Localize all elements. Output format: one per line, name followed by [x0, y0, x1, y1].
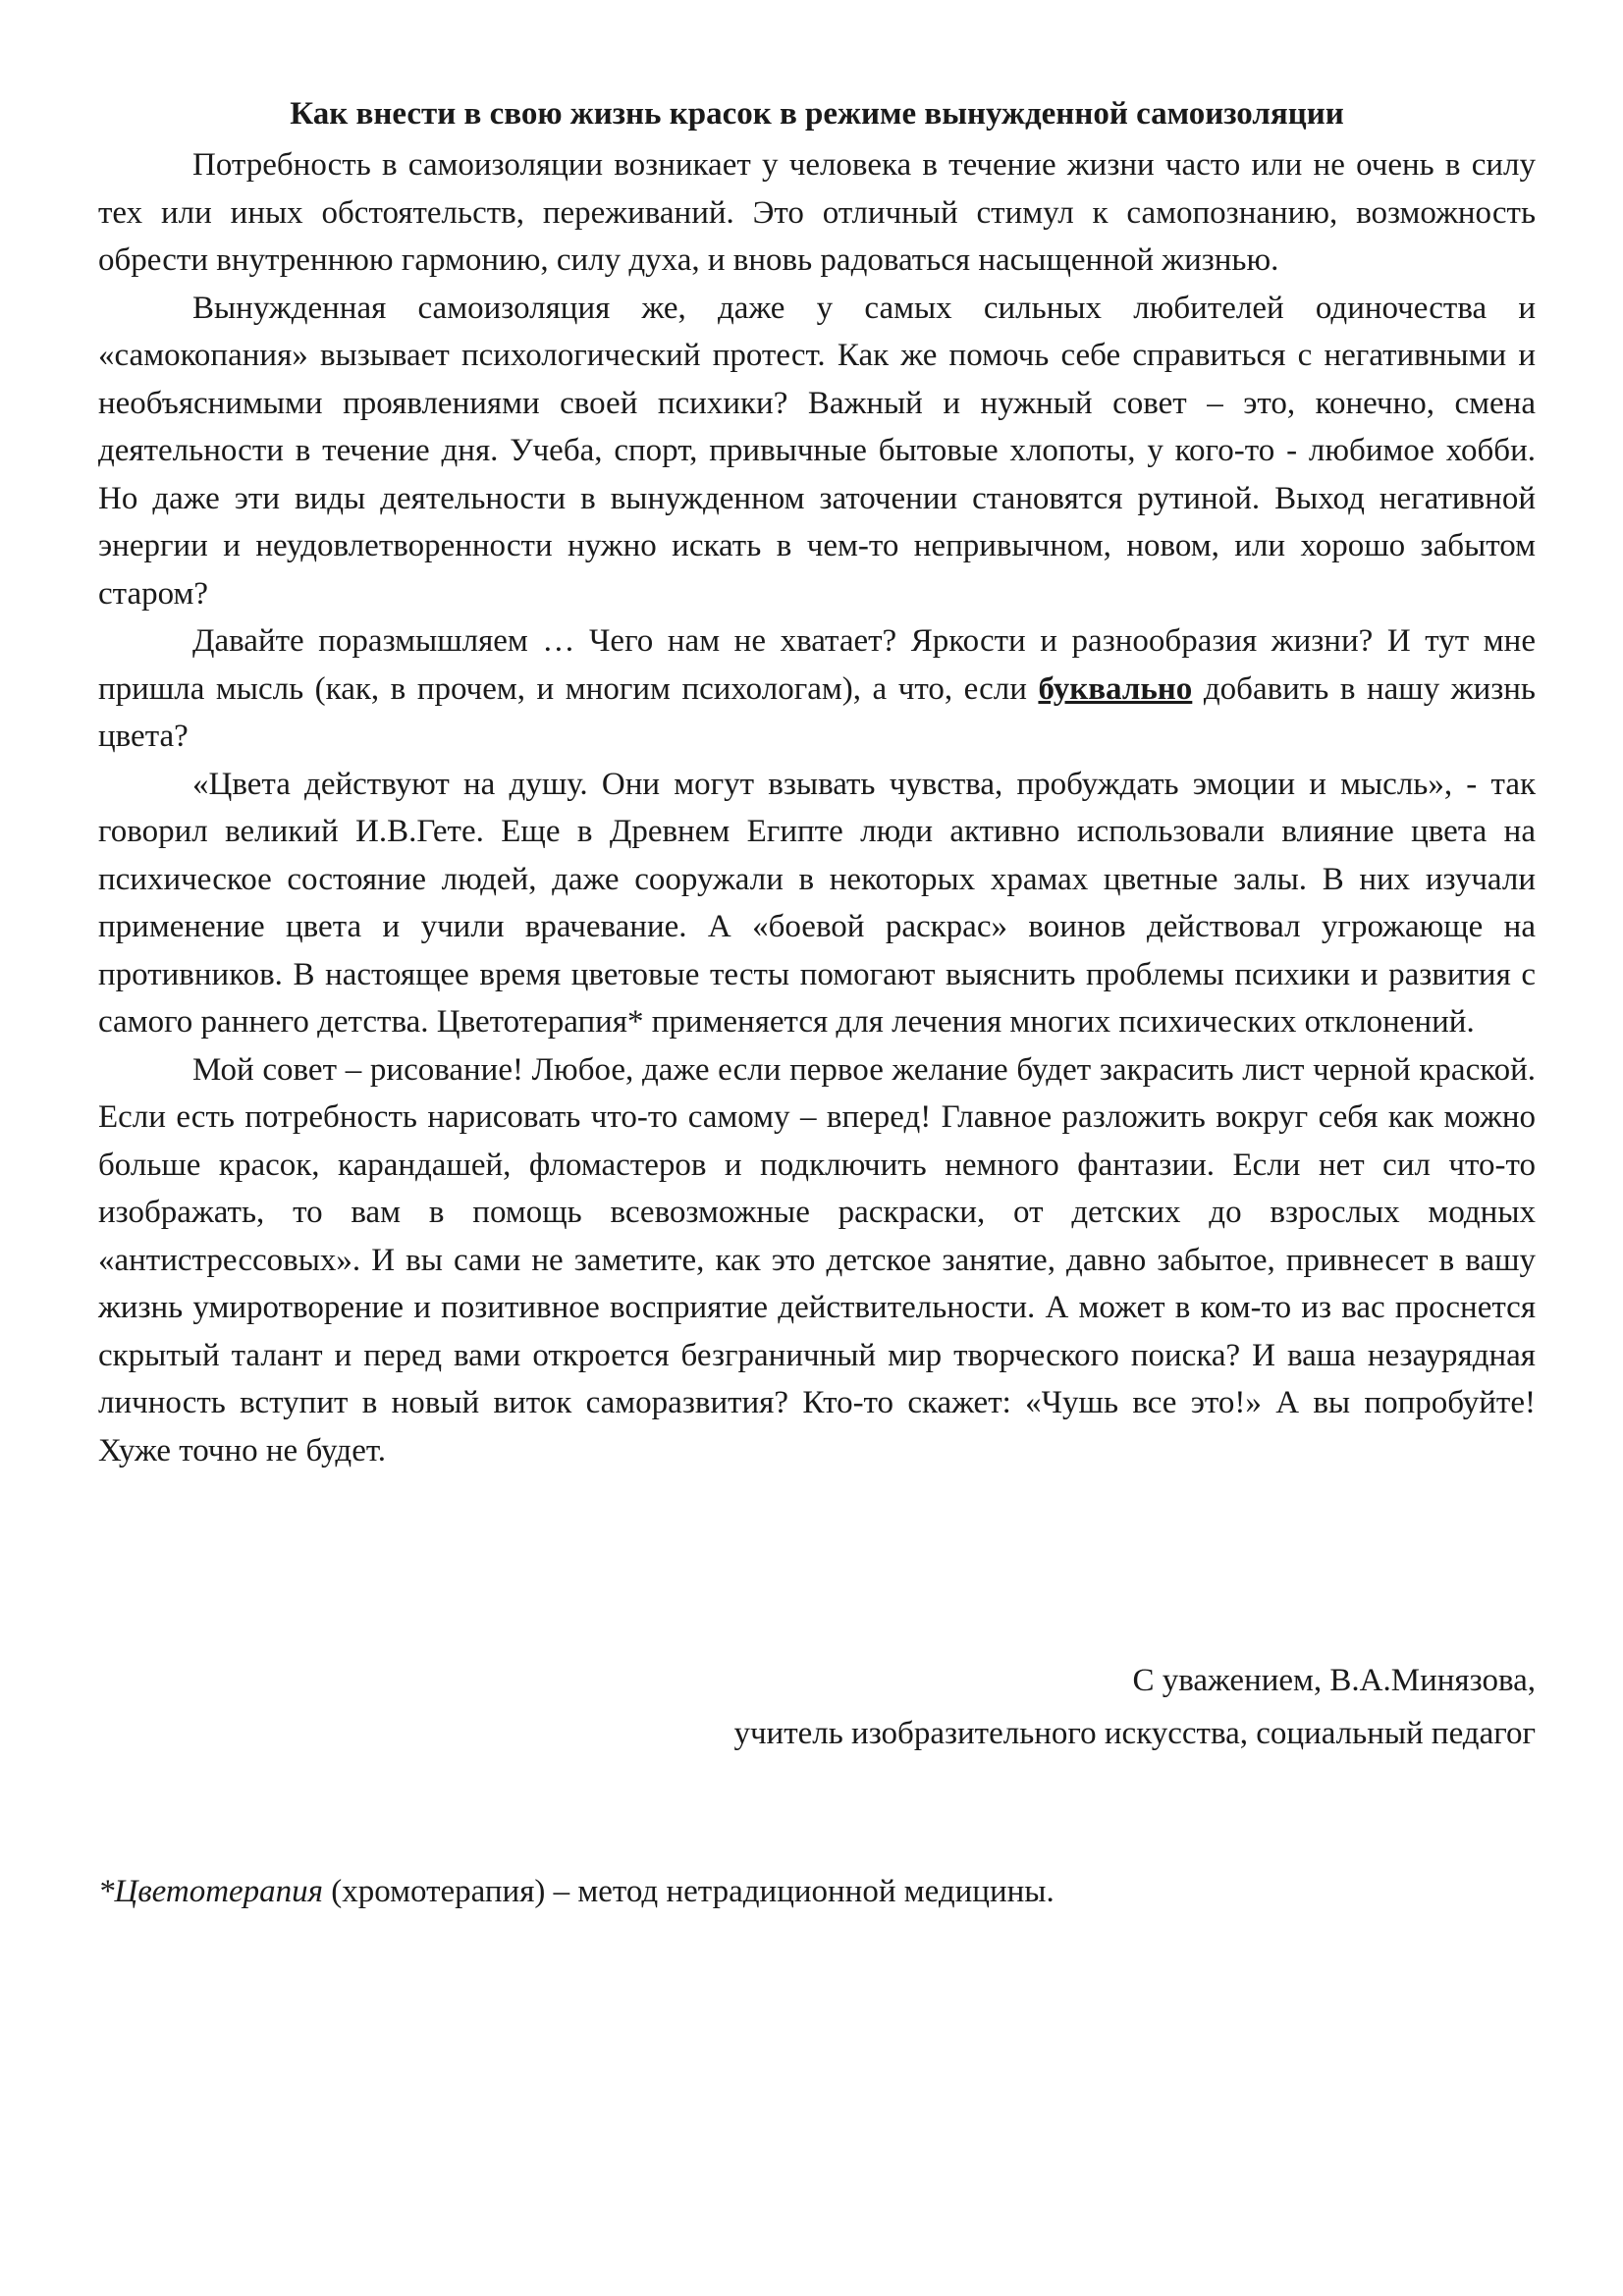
paragraph-3	[98, 617, 1536, 761]
emphasized-word: буквально	[1038, 670, 1193, 707]
signature-block	[733, 1654, 1536, 1760]
paragraph-3-text-before: Давайте поразмышляем … Чего нам не хватает? Яркости и разнообразия жизни? И тут мне пришла мысль (как, в прочем, и многим психологам), а что, если	[98, 623, 1536, 707]
signature-name: С уважением, В.А.Минязова,	[1132, 1663, 1536, 1698]
footnote-term: *Цветотерапия	[98, 1874, 324, 1909]
paragraph-2: Вынужденная самоизоляция же, даже у самых сильных любителей одиночества и «самокопания» вызывает психологический протест. Как же помочь себе справиться с негативными и необъяснимыми проявлениями своей психики? Важный и нужный совет – это, конечно, смена деятельности в течение дня. Учеба, спорт, привычные бытовые хлопоты, у кого-то - любимое хобби. Но даже эти виды деятельности в вынужденном заточении становятся рутиной. Выход негативной энергии и неудовлетворенности нужно искать в чем-то непривычном, новом, или хорошо забытом старом?	[98, 290, 1536, 612]
paragraph-3-text-after: добавить в нашу жизнь цвета?	[98, 670, 1536, 754]
paragraph-4: «Цвета действуют на душу. Они могут взывать чувства, пробуждать эмоции и мысль», - так говорил великий И.В.Гете. Еще в Древнем Египте люди активно использовали влияние цвета на психическое состояние людей, даже сооружали в некоторых храмах цветные залы. В них изучали применение цвета и учили врачевание. А «боевой раскрас» воинов действовал угрожающе на противников. В настоящее время цветовые тесты помогают выяснить проблемы психики и развития с самого раннего детства. Цветотерапия* применяется для лечения многих психических отклонений.	[98, 766, 1536, 1040]
signature-position: учитель изобразительного искусства, социальный педагог	[733, 1716, 1536, 1751]
footnote	[98, 1872, 1055, 1911]
document-title: Как внести в свою жизнь красок в режиме вынужденной самоизоляции	[290, 96, 1344, 132]
document-page	[98, 94, 1536, 1909]
paragraph-5: Мой совет – рисование! Любое, даже если первое желание будет закрасить лист черной краской. Если есть потребность нарисовать что-то самому – вперед! Главное разложить вокруг себя как можно больше красок, карандашей, фломастеров и подключить немного фантазии. Если нет сил что-то изображать, то вам в помощь всевозможные раскраски, от детских до взрослых модных «антистрессовых». И вы сами не заметите, как это детское занятие, давно забытое, привнесет в вашу жизнь умиротворение и позитивное восприятие действительности. А может в ком-то из вас проснется скрытый талант и перед вами откроется безграничный мир творческого поиска? И ваша незаурядная личность вступит в новый виток саморазвития? Кто-то скажет: «Чушь все это!» А вы попробуйте! Хуже точно не будет.	[98, 1051, 1536, 1468]
footnote-text: (хромотерапия) – метод нетрадиционной медицины.	[323, 1874, 1055, 1909]
paragraph-1: Потребность в самоизоляции возникает у человека в течение жизни часто или не очень в силу тех или иных обстоятельств, переживаний. Это отличный стимул к самопознанию, возможность обрести внутреннюю гармонию, силу духа, и вновь радоваться насыщенной жизнью.	[98, 147, 1536, 278]
